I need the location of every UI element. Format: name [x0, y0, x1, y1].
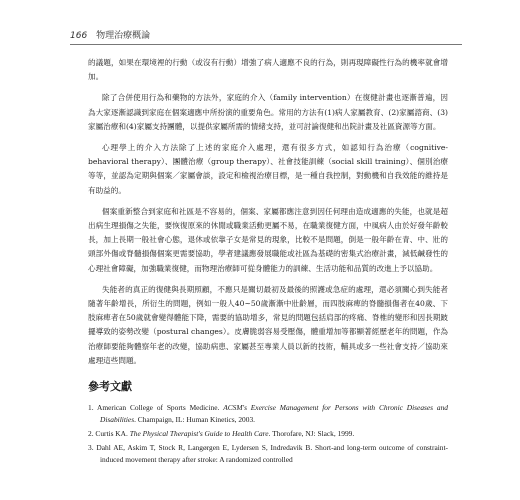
paragraph: 個案重新整合到家庭和社區是不容易的，個案、家屬都應注意到因任何理由造成適應的失能，也就是超出病生理損傷之失能，要恢復原來的休閒或職業活動更屬不易，在職業復健方面，中風病人由於好發年齡較長，加上長期一般社會心態，退休或依靠子女是常見的現象，比較不是問題，倒是一般年齡在青、中、壯的頭部外傷或脊髓損傷個案更需要協助，學者建議應發展職能或社區為基礎的密集式治療計畫，減低鹹發性的心理社會障礙，加強職業復健，而物理治療師可從身體能力的訓練、生活功能和品質的改進上予以協助。	[88, 206, 448, 273]
paragraph: 除了合併使用行為和藥物的方法外，家庭的介入（family intervention）在復健計畫也逐漸普遍，因為大家逐漸認識到家庭在個案適應中所扮演的重要角色。常用的方法有(1)病人家屬教育、(2)家屬諮商、(3)家屬治療和(4)家屬支持團體，以提供家屬所需的情緒支持，並可討論復健和出院計畫及社區資源等方面。	[88, 93, 448, 131]
reference-title: The Physical Therapist's Guide to Health Care	[129, 429, 269, 439]
reference-title: ACSM's Exercise Management for Persons with Chronic Diseases and Disabilities	[100, 403, 448, 425]
reference-list	[88, 402, 448, 466]
paragraph: 失能者的真正的復健與長期照顧，不應只是關切最初及最後的照護或急症的處理，還必須關心到失能者隨著年齡增長，所衍生的問題，例如一般人40~50歲漸漸中壯齡層，而四肢麻痺的脊髓損傷者在40歲、下肢麻痺者在50歲就會變得體能下降，需要的協助增多，常見的問題包括肩部的疼痛、脊椎的變形和因長期跛擺導致的姿勢改變（postural changes）。皮膚脆弱容易受壓傷，體重增加等都顯著經歷老年的問題，作為治療師要能夠體察年老的改變，協助病患、家屬甚至專業人員以新的技術，輔具或多一些社會支持／協助來處理這些問題。	[88, 284, 448, 365]
reference-item	[88, 428, 448, 440]
paragraph: 的議題，如果在環境裡的行動（或沒有行動）增強了病人適應不良的行為，則再現障礙性行為的機率就會增加。	[88, 58, 448, 82]
reference-authors: 2. Curtis KA.	[88, 429, 130, 439]
reference-item	[88, 442, 448, 466]
book-title: 物理治療概論	[96, 31, 151, 41]
references-heading: 參考文獻	[88, 380, 132, 394]
page-body	[88, 56, 448, 468]
page-number: 166	[70, 31, 88, 41]
reference-publisher: . Champaign, IL: Human Kinetics, 2003.	[134, 415, 255, 425]
running-header	[70, 28, 462, 45]
paragraph: 心理學上的介入方法除了上述的家庭介入處理，還有很多方式，如認知行為治療（cognitive-behavioral therapy）、團體治療（group therapy）、社會技能訓練（social skill training）、個別治療等等，並認為定期與個案／家屬會談，設定和檢視治療目標，是一種自我控制，對動機和自我效能的維持是有助益的。	[88, 143, 448, 195]
reference-publisher: . Thorofare, NJ: Slack, 1999.	[268, 429, 355, 439]
reference-item	[88, 402, 448, 426]
reference-authors: 3. Dahl AE, Askim T, Stock R, Langørgen E, Lydersen S, Indredavik B. Short-and long-term outcome of constraint-induced movement therapy after stroke: A randomized controlled	[88, 443, 448, 465]
reference-authors: 1. American College of Sports Medicine.	[88, 403, 224, 413]
